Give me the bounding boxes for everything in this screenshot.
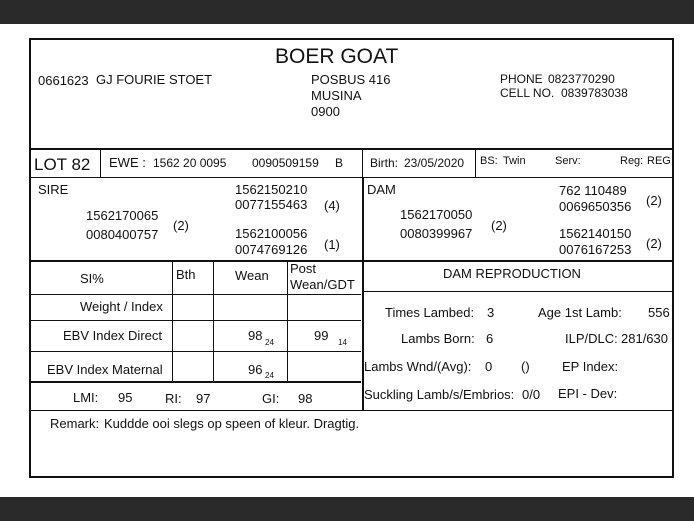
remark-text: Kuddde ooi slegs op speen of kleur. Dragtig. <box>104 416 360 431</box>
center-divider <box>362 177 364 410</box>
ewe-grade: B <box>335 156 344 170</box>
row-ebv-maternal-label: EBV Index Maternal <box>47 362 163 377</box>
ri-value: 97 <box>196 391 211 406</box>
address-line-2: MUSINA <box>311 88 362 103</box>
phone-label: PHONE <box>500 72 543 86</box>
sire-grade: (2) <box>173 218 189 233</box>
cell-label: CELL NO. <box>500 86 555 100</box>
si-col-3 <box>287 261 288 381</box>
dam-repro-title-line <box>362 291 674 292</box>
lambs-born-label: Lambs Born: <box>401 331 475 346</box>
divider-header <box>31 148 674 150</box>
ri-label: RI: <box>165 391 182 406</box>
dam-repro-title: DAM REPRODUCTION <box>443 266 581 281</box>
cell-number: 0839783038 <box>561 86 628 100</box>
dam-sire-tag: 0069650356 <box>559 199 632 214</box>
dam-id: 1562170050 <box>400 207 473 222</box>
post-header: Post <box>290 261 317 276</box>
dam-sire-grade: (2) <box>646 193 662 208</box>
si-row-1-line <box>31 294 361 295</box>
dam-dam-id: 1562140150 <box>559 226 632 241</box>
lambs-wnd-label: Lambs Wnd/(Avg): <box>364 359 472 374</box>
divider-pedigree <box>31 260 674 262</box>
lot-sep-1 <box>100 149 101 177</box>
lambs-wnd-value: 0 <box>485 359 493 374</box>
row-weight-index-label: Weight / Index <box>80 299 163 314</box>
lot-number: LOT 82 <box>34 155 91 174</box>
ebv-direct-post-sub: 14 <box>338 338 347 347</box>
dam-dam-tag: 0076167253 <box>559 242 632 257</box>
breeder-id: 0661623 <box>38 73 89 88</box>
bs-value: Twin <box>503 155 526 167</box>
ebv-direct-wean-sub: 24 <box>265 338 274 347</box>
lot-sep-3 <box>475 149 476 177</box>
ebv-maternal-wean-sub: 24 <box>265 371 274 380</box>
si-row-3-line <box>31 351 361 352</box>
lambs-wnd-avg: () <box>521 359 530 374</box>
sire-id: 1562170065 <box>86 208 159 223</box>
si-col-2 <box>213 261 214 381</box>
age-first-lamb-value: 556 <box>648 305 670 320</box>
lmi-label: LMI: <box>73 390 99 405</box>
sale-card <box>29 38 674 478</box>
birth-date: 23/05/2020 <box>404 156 465 170</box>
post-wean-gdt-header: Wean/GDT <box>290 277 355 292</box>
suckling-label: Suckling Lamb/s/Embrios: <box>364 387 515 402</box>
ebv-direct-wean: 98 <box>248 328 263 343</box>
sire-sire-id: 1562150210 <box>235 182 308 197</box>
lambs-born-value: 6 <box>486 331 494 346</box>
wean-header: Wean <box>235 268 269 283</box>
epi-dev-label: EPI - Dev: <box>558 386 618 401</box>
sire-dam-grade: (1) <box>324 237 340 252</box>
breeder-name: GJ FOURIE STOET <box>96 72 213 87</box>
dam-grade: (2) <box>491 218 507 233</box>
divider-remark <box>31 410 674 411</box>
suckling-value: 0/0 <box>522 387 541 402</box>
age-first-lamb-label: Age 1st Lamb: <box>538 305 622 320</box>
sire-dam-id: 1562100056 <box>235 226 308 241</box>
dam-sire-id: 762 110489 <box>559 183 627 198</box>
ep-index-label: EP Index: <box>562 359 619 374</box>
bs-label: BS: <box>480 155 498 167</box>
dam-tag: 0080399967 <box>400 226 473 241</box>
card-title: BOER GOAT <box>275 45 399 68</box>
ewe-label: EWE : <box>109 155 146 170</box>
remark-label: Remark: <box>50 416 100 431</box>
dam-label: DAM <box>367 182 396 197</box>
serv-label: Serv: <box>555 155 581 167</box>
sire-tag: 0080400757 <box>86 227 159 242</box>
row-ebv-direct-label: EBV Index Direct <box>63 328 162 343</box>
divider-lot <box>31 177 674 178</box>
si-header: SI% <box>80 271 104 286</box>
sire-sire-grade: (4) <box>324 198 340 213</box>
lmi-value: 95 <box>118 390 133 405</box>
ebv-direct-post: 99 <box>314 328 329 343</box>
address-line-1: POSBUS 416 <box>311 72 391 87</box>
bth-header: Bth <box>176 267 196 282</box>
sire-dam-tag: 0074769126 <box>235 242 308 257</box>
times-lambed-value: 3 <box>487 305 495 320</box>
gi-value: 98 <box>298 391 313 406</box>
ilp-value: 281/630 <box>621 331 668 346</box>
dam-dam-grade: (2) <box>646 236 662 251</box>
top-dark-band <box>0 0 694 24</box>
reg-label: Reg: <box>620 155 644 167</box>
reg-value: REG <box>647 155 671 167</box>
lot-sep-2 <box>362 149 363 177</box>
bottom-dark-band <box>0 497 694 521</box>
si-row-2-line <box>31 320 361 321</box>
sire-label: SIRE <box>38 182 69 197</box>
address-line-3: 0900 <box>311 104 340 119</box>
phone-number: 0823770290 <box>548 72 615 86</box>
times-lambed-label: Times Lambed: <box>385 305 475 320</box>
ebv-maternal-wean: 96 <box>248 362 263 377</box>
gi-label: GI: <box>262 391 280 406</box>
ewe-id: 1562 20 0095 <box>153 156 227 170</box>
birth-label: Birth: <box>370 156 399 170</box>
si-col-1 <box>172 261 173 381</box>
si-row-4-line <box>31 381 361 383</box>
ilp-label: ILP/DLC: <box>565 331 618 346</box>
sire-sire-tag: 0077155463 <box>235 197 308 212</box>
ewe-tag: 0090509159 <box>252 156 319 170</box>
